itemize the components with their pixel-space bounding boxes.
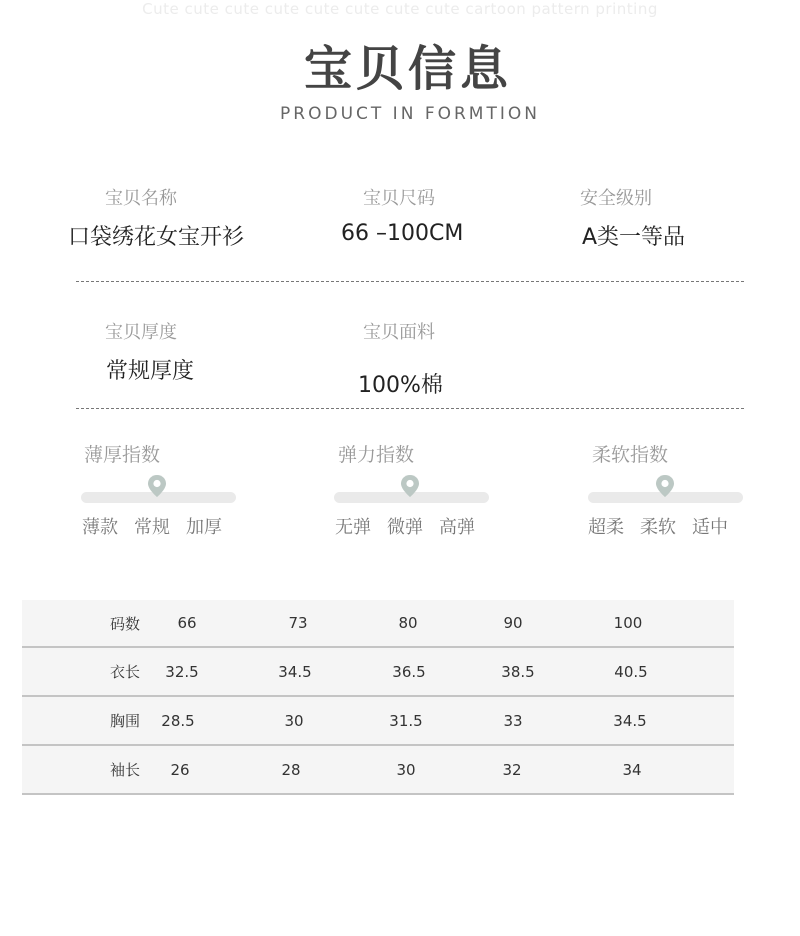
option-label: 柔软 xyxy=(640,517,676,538)
table-cell: 90 xyxy=(503,614,523,632)
size-value: 66 –100CM xyxy=(341,221,464,246)
table-cell: 38.5 xyxy=(501,662,535,681)
table-cell: 40.5 xyxy=(614,662,648,681)
option-label: 高弹 xyxy=(439,517,475,538)
table-row xyxy=(22,746,734,795)
table-row xyxy=(22,600,734,648)
option-label: 无弹 xyxy=(335,517,371,538)
index-thickness-options xyxy=(82,513,238,539)
table-cell: 34.5 xyxy=(278,662,312,681)
name-value: 口袋绣花女宝开衫 xyxy=(68,225,245,250)
table-cell: 28 xyxy=(281,760,301,779)
table-cell: 袖长 xyxy=(109,761,140,779)
index-softness-options xyxy=(588,513,744,539)
option-label: 超柔 xyxy=(588,517,624,538)
safety-label: 安全级别 xyxy=(580,188,652,209)
index-softness-label: 柔软指数 xyxy=(592,444,669,466)
safety-value: A类一等品 xyxy=(582,225,686,250)
location-pin-icon xyxy=(400,474,420,498)
index-elasticity-label: 弹力指数 xyxy=(338,444,415,466)
table-cell: 32.5 xyxy=(165,662,199,681)
table-cell: 衣长 xyxy=(109,663,140,681)
table-cell: 31.5 xyxy=(389,711,423,730)
table-cell: 66 xyxy=(177,614,197,632)
table-cell: 80 xyxy=(398,614,418,632)
size-table xyxy=(22,600,734,795)
fabric-value: 100%棉 xyxy=(358,373,443,398)
table-row xyxy=(22,648,734,697)
divider xyxy=(76,281,744,282)
option-label: 加厚 xyxy=(186,517,222,538)
page-subtitle: PRODUCT IN FORMTION xyxy=(280,104,540,124)
location-pin-icon xyxy=(655,474,675,498)
table-cell: 36.5 xyxy=(392,662,426,681)
fabric-label: 宝贝面料 xyxy=(363,322,435,343)
table-cell: 胸围 xyxy=(109,712,140,730)
size-label: 宝贝尺码 xyxy=(363,188,435,209)
location-pin-icon xyxy=(147,474,167,498)
table-cell: 码数 xyxy=(109,614,140,633)
divider xyxy=(76,408,744,409)
table-cell: 34.5 xyxy=(613,711,647,730)
index-elasticity-options xyxy=(335,513,491,539)
thickness-label: 宝贝厚度 xyxy=(105,322,177,343)
table-cell: 34 xyxy=(622,760,642,779)
table-cell: 73 xyxy=(288,614,308,632)
table-row xyxy=(22,697,734,746)
table-cell: 26 xyxy=(170,760,190,779)
name-label: 宝贝名称 xyxy=(105,188,177,209)
table-cell: 30 xyxy=(396,760,416,779)
option-label: 常规 xyxy=(134,517,170,538)
table-cell: 30 xyxy=(284,711,304,730)
option-label: 薄款 xyxy=(82,517,118,538)
table-cell: 100 xyxy=(613,614,643,632)
table-cell: 28.5 xyxy=(161,711,195,730)
index-thickness-label: 薄厚指数 xyxy=(84,444,161,466)
table-cell: 33 xyxy=(503,711,523,730)
table-cell: 32 xyxy=(502,760,522,779)
thickness-value: 常规厚度 xyxy=(106,359,195,384)
option-label: 微弹 xyxy=(387,517,423,538)
option-label: 适中 xyxy=(692,517,728,538)
watermark-text: Cute cute cute cute cute cute cute cute cartoon pattern printing xyxy=(142,0,658,18)
page-title: 宝贝信息 xyxy=(303,41,512,97)
